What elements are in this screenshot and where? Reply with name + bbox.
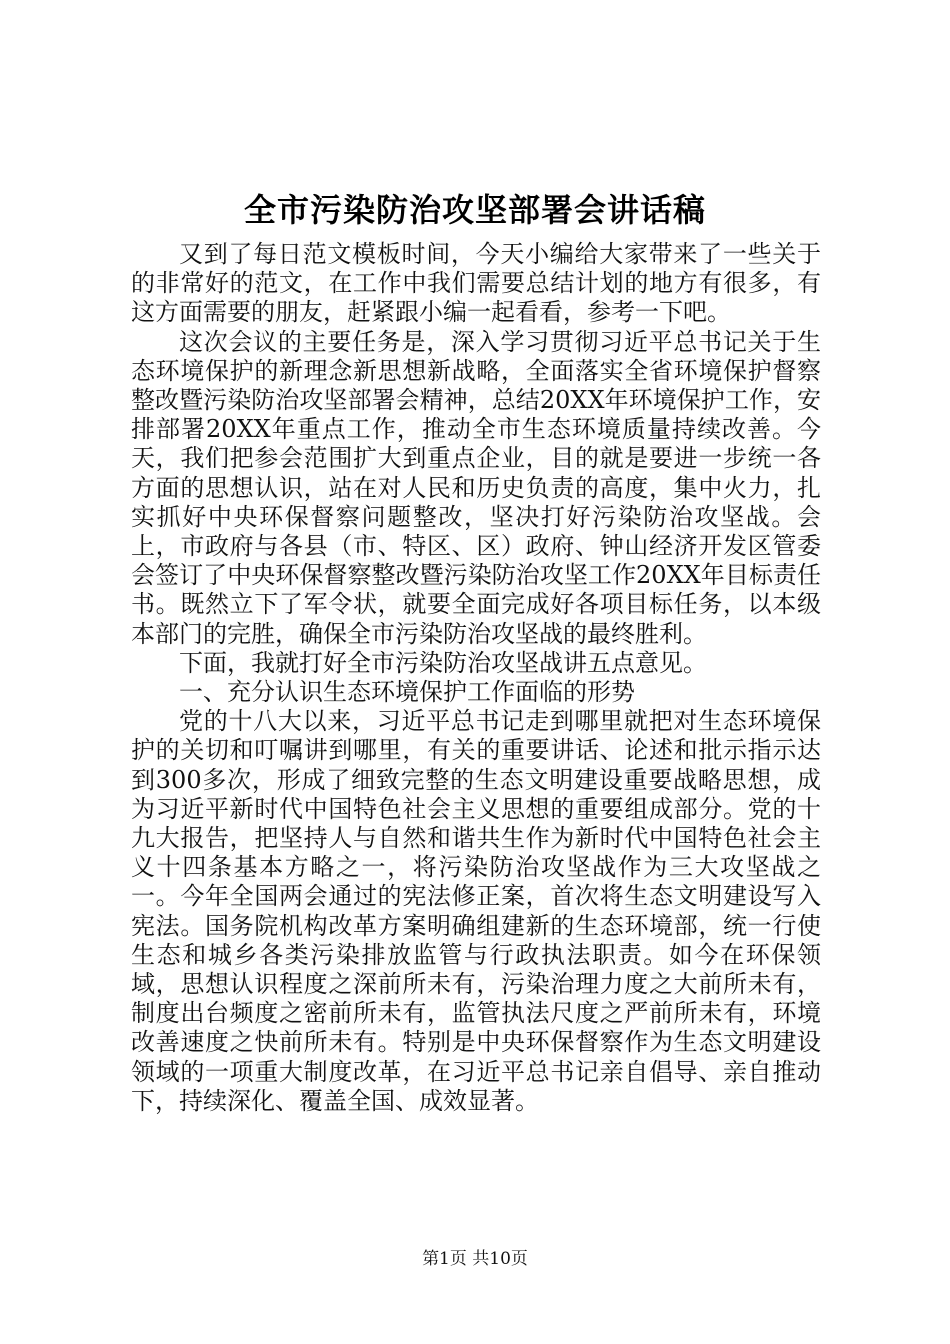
paragraph-intro: 又到了每日范文模板时间，今天小编给大家带来了一些关于的非常好的范文，在工作中我们需要总结计划的地方有很多，有这方面需要的朋友，赶紧跟小编一起看看，参考一下吧。	[131, 240, 821, 327]
paragraph-situation: 党的十八大以来，习近平总书记走到哪里就把对生态环境保护的关切和叮嘱讲到哪里，有关的重要讲话、论述和批示指示达到300多次，形成了细致完整的生态文明建设重要战略思想，成为习近平新时代中国特色社会主义思想的重要组成部分。党的十九大报告，把坚持人与自然和谐共生作为新时代中国特色社会主义十四条基本方略之一，将污染防治攻坚战作为三大攻坚战之一。今年全国两会通过的宪法修正案，首次将生态文明建设写入宪法。国务院机构改革方案明确组建新的生态环境部，统一行使生态和城乡各类污染排放监管与行政执法职责。如今在环保领域，思想认识程度之深前所未有，污染治理力度之大前所未有，制度出台频度之密前所未有，监管执法尺度之严前所未有，环境改善速度之快前所未有。特别是中央环保督察作为生态文明建设领域的一项重大制度改革，在习近平总书记亲自倡导、亲自推动下，持续深化、覆盖全国、成效显著。	[131, 707, 821, 1115]
paragraph-five-points: 下面，我就打好全市污染防治攻坚战讲五点意见。	[179, 648, 707, 677]
page-number-footer: 第1页 共10页	[422, 1249, 528, 1269]
section-heading-1: 一、充分认识生态环境保护工作面临的形势	[179, 678, 635, 707]
document-body	[131, 240, 821, 1116]
document-title: 全市污染防治攻坚部署会讲话稿	[243, 191, 706, 229]
paragraph-meeting-tasks: 这次会议的主要任务是，深入学习贯彻习近平总书记关于生态环境保护的新理念新思想新战略，全面落实全省环境保护督察整改暨污染防治攻坚部署会精神，总结20XX年环境保护工作，安排部署20XX年重点工作，推动全市生态环境质量持续改善。今天，我们把参会范围扩大到重点企业，目的就是要进一步统一各方面的思想认识，站在对人民和历史负责的高度，集中火力，扎实抓好中央环保督察问题整改，坚决打好污染防治攻坚战。会上，市政府与各县（市、特区、区）政府、钟山经济开发区管委会签订了中央环保督察整改暨污染防治攻坚工作20XX年目标责任书。既然立下了军令状，就要全面完成好各项目标任务，以本级本部门的完胜，确保全市污染防治攻坚战的最终胜利。	[131, 327, 821, 648]
